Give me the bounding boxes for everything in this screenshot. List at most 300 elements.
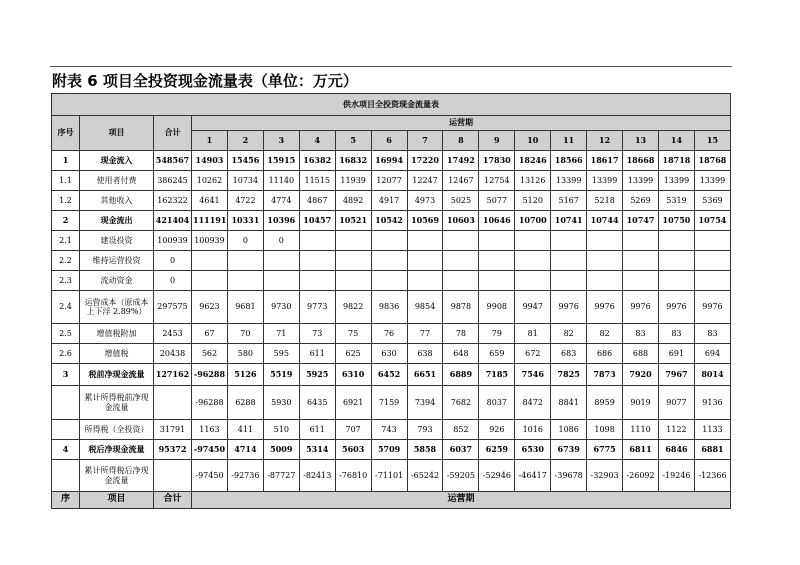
row-value: 5269 [623, 191, 659, 211]
header-year: 14 [658, 131, 694, 151]
row-value: 595 [263, 344, 299, 364]
row-value [658, 251, 694, 271]
row-value: -92736 [227, 460, 263, 492]
header-year: 2 [227, 131, 263, 151]
row-value: 10750 [658, 211, 694, 231]
row-value: 9908 [479, 291, 515, 324]
row-seq: 2.1 [52, 231, 80, 251]
table-row [52, 386, 731, 420]
row-value: 10521 [335, 211, 371, 231]
row-total: 0 [154, 251, 192, 271]
table-row [52, 440, 731, 460]
row-value: 7825 [551, 364, 587, 386]
row-value: 13399 [623, 171, 659, 191]
row-value: 5167 [551, 191, 587, 211]
header-year: 11 [551, 131, 587, 151]
row-seq: 1.1 [52, 171, 80, 191]
row-value [299, 231, 335, 251]
row-value [371, 251, 407, 271]
row-value [335, 271, 371, 291]
row-value: 71 [263, 324, 299, 344]
table-row [52, 151, 731, 171]
row-value [371, 271, 407, 291]
page-title: 附表 6 项目全投资现金流量表（单位：万元） [52, 72, 358, 90]
row-value: 852 [443, 420, 479, 440]
row-value [587, 251, 623, 271]
row-value: 12467 [443, 171, 479, 191]
row-total: 421404 [154, 211, 192, 231]
row-value: 78 [443, 324, 479, 344]
row-item: 维持运营投资 [80, 251, 154, 271]
row-value: 580 [227, 344, 263, 364]
row-value [371, 231, 407, 251]
row-value: 9773 [299, 291, 335, 324]
row-item: 累计所得税后净现金流量 [80, 460, 154, 492]
row-value: 8959 [587, 386, 623, 420]
row-value: 926 [479, 420, 515, 440]
row-value: 638 [407, 344, 443, 364]
row-total: 162322 [154, 191, 192, 211]
row-value: 691 [658, 344, 694, 364]
row-value [551, 271, 587, 291]
row-value [515, 271, 551, 291]
row-value: 18617 [587, 151, 623, 171]
row-value: 6921 [335, 386, 371, 420]
row-seq: 2.3 [52, 271, 80, 291]
row-value [407, 251, 443, 271]
row-item: 税后净现金流量 [80, 440, 154, 460]
row-value: -96288 [192, 386, 228, 420]
row-total: 127162 [154, 364, 192, 386]
row-value: 9822 [335, 291, 371, 324]
row-value: 79 [479, 324, 515, 344]
row-value: 83 [658, 324, 694, 344]
row-item: 使用者付费 [80, 171, 154, 191]
row-item: 现金流出 [80, 211, 154, 231]
row-value: 683 [551, 344, 587, 364]
header-year: 4 [299, 131, 335, 151]
row-value: 6846 [658, 440, 694, 460]
row-value: 5120 [515, 191, 551, 211]
row-value: 10747 [623, 211, 659, 231]
header-year: 6 [371, 131, 407, 151]
row-value: 6288 [227, 386, 263, 420]
row-value: 1163 [192, 420, 228, 440]
row-seq: 2.2 [52, 251, 80, 271]
row-value [299, 251, 335, 271]
row-value [551, 231, 587, 251]
header-rule [50, 66, 732, 67]
row-value: 82 [551, 324, 587, 344]
row-value: -39678 [551, 460, 587, 492]
row-item: 现金流入 [80, 151, 154, 171]
row-total: 31791 [154, 420, 192, 440]
row-value [407, 271, 443, 291]
row-total: 0 [154, 271, 192, 291]
row-value: 0 [227, 231, 263, 251]
row-value: 5218 [587, 191, 623, 211]
row-value: 611 [299, 420, 335, 440]
row-value: 9947 [515, 291, 551, 324]
table-row [52, 231, 731, 251]
row-value: 9730 [263, 291, 299, 324]
cash-flow-table [51, 93, 731, 509]
header-year: 12 [587, 131, 623, 151]
row-value: 13399 [694, 171, 730, 191]
row-total [154, 386, 192, 420]
row-value: 7394 [407, 386, 443, 420]
row-item: 增值税附加 [80, 324, 154, 344]
row-value: 12077 [371, 171, 407, 191]
row-total [154, 460, 192, 492]
row-value: 8472 [515, 386, 551, 420]
row-seq [52, 460, 80, 492]
row-value: 83 [694, 324, 730, 344]
row-value: 11939 [335, 171, 371, 191]
row-value: 8037 [479, 386, 515, 420]
row-value: 793 [407, 420, 443, 440]
row-value: 18668 [623, 151, 659, 171]
row-value: 688 [623, 344, 659, 364]
row-seq: 2.6 [52, 344, 80, 364]
row-value: 5025 [443, 191, 479, 211]
row-total: 95372 [154, 440, 192, 460]
table-row [52, 460, 731, 492]
row-value: -59205 [443, 460, 479, 492]
row-value: 10331 [227, 211, 263, 231]
row-value: 8014 [694, 364, 730, 386]
table-row [52, 344, 731, 364]
row-value: 11515 [299, 171, 335, 191]
row-value: 6881 [694, 440, 730, 460]
row-value: 18768 [694, 151, 730, 171]
row-value: -97450 [192, 460, 228, 492]
row-value: -76810 [335, 460, 371, 492]
row-total: 100939 [154, 231, 192, 251]
row-seq: 2.4 [52, 291, 80, 324]
table-row [52, 291, 731, 324]
row-seq: 4 [52, 440, 80, 460]
row-value: 73 [299, 324, 335, 344]
row-value [623, 251, 659, 271]
row-value: 83 [623, 324, 659, 344]
row-value [658, 271, 694, 291]
row-value: -12366 [694, 460, 730, 492]
row-value: 4917 [371, 191, 407, 211]
row-value: 6775 [587, 440, 623, 460]
row-value: 7873 [587, 364, 623, 386]
row-value: 9077 [658, 386, 694, 420]
row-value: 4641 [192, 191, 228, 211]
row-value: 743 [371, 420, 407, 440]
row-value: -97450 [192, 440, 228, 460]
row-value: 7682 [443, 386, 479, 420]
row-value: 10457 [299, 211, 335, 231]
row-value [623, 231, 659, 251]
row-total: 297575 [154, 291, 192, 324]
header-year: 1 [192, 131, 228, 151]
row-value: 5519 [263, 364, 299, 386]
header-year: 5 [335, 131, 371, 151]
row-value: -32903 [587, 460, 623, 492]
table-row [52, 324, 731, 344]
row-value [443, 231, 479, 251]
row-value: 5709 [371, 440, 407, 460]
row-value: 1133 [694, 420, 730, 440]
row-value [479, 271, 515, 291]
row-value: 5369 [694, 191, 730, 211]
row-value: 6889 [443, 364, 479, 386]
row-item: 增值税 [80, 344, 154, 364]
header-year: 7 [407, 131, 443, 151]
row-value: 672 [515, 344, 551, 364]
row-seq: 1.2 [52, 191, 80, 211]
row-value: 82 [587, 324, 623, 344]
row-value [587, 231, 623, 251]
row-value: 9976 [551, 291, 587, 324]
row-value: 630 [371, 344, 407, 364]
row-item: 流动资金 [80, 271, 154, 291]
row-value [694, 271, 730, 291]
row-seq: 1 [52, 151, 80, 171]
row-value [192, 271, 228, 291]
row-value: 5126 [227, 364, 263, 386]
row-value: 12247 [407, 171, 443, 191]
row-value: 625 [335, 344, 371, 364]
row-value: 18566 [551, 151, 587, 171]
row-value: 6310 [335, 364, 371, 386]
row-value: 5077 [479, 191, 515, 211]
row-value: 10754 [694, 211, 730, 231]
row-value: 5314 [299, 440, 335, 460]
header-period: 运营期 [192, 116, 731, 131]
footer-period: 运营期 [192, 492, 731, 509]
row-value: -65242 [407, 460, 443, 492]
row-value: 4714 [227, 440, 263, 460]
footer-total: 合计 [154, 492, 192, 509]
row-value: 1086 [551, 420, 587, 440]
row-value [263, 251, 299, 271]
row-value: 510 [263, 420, 299, 440]
row-total: 2453 [154, 324, 192, 344]
row-value: 9854 [407, 291, 443, 324]
row-value: 6811 [623, 440, 659, 460]
row-value: 1110 [623, 420, 659, 440]
row-value: 111191 [192, 211, 228, 231]
footer-item: 项目 [80, 492, 154, 509]
row-value [335, 251, 371, 271]
table-row [52, 191, 731, 211]
row-value: 4867 [299, 191, 335, 211]
row-value: 13126 [515, 171, 551, 191]
row-value [587, 271, 623, 291]
row-value [515, 251, 551, 271]
row-value: 7185 [479, 364, 515, 386]
row-value: 6259 [479, 440, 515, 460]
table-row [52, 420, 731, 440]
row-value: 10646 [479, 211, 515, 231]
row-value: 9976 [694, 291, 730, 324]
row-value: -26092 [623, 460, 659, 492]
table-row [52, 271, 731, 291]
header-seq: 序号 [52, 116, 80, 151]
row-value: 10262 [192, 171, 228, 191]
row-value: 562 [192, 344, 228, 364]
row-value: -46417 [515, 460, 551, 492]
row-total: 20438 [154, 344, 192, 364]
row-value [192, 251, 228, 271]
row-seq: 3 [52, 364, 80, 386]
row-value: 10603 [443, 211, 479, 231]
row-value: 6651 [407, 364, 443, 386]
row-value: 75 [335, 324, 371, 344]
row-value [407, 231, 443, 251]
row-value [515, 231, 551, 251]
row-item: 其他收入 [80, 191, 154, 211]
row-value: 694 [694, 344, 730, 364]
header-year: 15 [694, 131, 730, 151]
row-value: 7967 [658, 364, 694, 386]
row-value: 5930 [263, 386, 299, 420]
header-item: 项目 [80, 116, 154, 151]
row-value: 9878 [443, 291, 479, 324]
row-value: 16994 [371, 151, 407, 171]
row-value: 10700 [515, 211, 551, 231]
row-seq [52, 420, 80, 440]
row-value: 9976 [623, 291, 659, 324]
row-value: 10569 [407, 211, 443, 231]
row-value: 6037 [443, 440, 479, 460]
row-value: 18246 [515, 151, 551, 171]
row-value [658, 231, 694, 251]
header-year: 13 [623, 131, 659, 151]
row-value [227, 251, 263, 271]
row-value: -19246 [658, 460, 694, 492]
row-value: 659 [479, 344, 515, 364]
row-value: 77 [407, 324, 443, 344]
row-value: -87727 [263, 460, 299, 492]
row-item: 运营成本（原成本上下浮 2.89%） [80, 291, 154, 324]
row-value: 9019 [623, 386, 659, 420]
row-value: 9836 [371, 291, 407, 324]
row-seq: 2.5 [52, 324, 80, 344]
row-value: 1016 [515, 420, 551, 440]
row-value: 611 [299, 344, 335, 364]
row-value: 5603 [335, 440, 371, 460]
row-value: 10542 [371, 211, 407, 231]
footer-seq: 序 [52, 492, 80, 509]
table-row [52, 251, 731, 271]
row-value: 76 [371, 324, 407, 344]
row-value: 13399 [658, 171, 694, 191]
row-value [263, 271, 299, 291]
row-total: 548567 [154, 151, 192, 171]
row-value: 100939 [192, 231, 228, 251]
row-value: 9976 [658, 291, 694, 324]
row-value: 5319 [658, 191, 694, 211]
row-value [479, 251, 515, 271]
row-value: -96288 [192, 364, 228, 386]
row-value: 6452 [371, 364, 407, 386]
row-value: 4892 [335, 191, 371, 211]
row-value: 10734 [227, 171, 263, 191]
header-year: 9 [479, 131, 515, 151]
row-seq [52, 386, 80, 420]
row-value [623, 271, 659, 291]
row-value: 6530 [515, 440, 551, 460]
row-value [335, 231, 371, 251]
row-value: 9136 [694, 386, 730, 420]
row-value: 13399 [587, 171, 623, 191]
row-item: 税前净现金流量 [80, 364, 154, 386]
row-value [551, 251, 587, 271]
row-value [443, 251, 479, 271]
header-total: 合计 [154, 116, 192, 151]
row-value: 67 [192, 324, 228, 344]
table-row [52, 364, 731, 386]
row-seq: 2 [52, 211, 80, 231]
row-value: 4722 [227, 191, 263, 211]
row-value: 12754 [479, 171, 515, 191]
row-value: 10744 [587, 211, 623, 231]
row-value: 16832 [335, 151, 371, 171]
row-value: 5925 [299, 364, 335, 386]
header-year: 10 [515, 131, 551, 151]
row-value: 9681 [227, 291, 263, 324]
row-value: 16382 [299, 151, 335, 171]
row-value: 17830 [479, 151, 515, 171]
row-value: 70 [227, 324, 263, 344]
row-value: 7159 [371, 386, 407, 420]
row-value: 0 [263, 231, 299, 251]
row-value: 13399 [551, 171, 587, 191]
row-value: 6739 [551, 440, 587, 460]
row-value: -71101 [371, 460, 407, 492]
row-value: 1122 [658, 420, 694, 440]
row-value: 9623 [192, 291, 228, 324]
row-value: 1098 [587, 420, 623, 440]
row-value: 15456 [227, 151, 263, 171]
row-value: 7546 [515, 364, 551, 386]
row-value: 707 [335, 420, 371, 440]
row-value [694, 231, 730, 251]
row-value: 4973 [407, 191, 443, 211]
row-value: 5009 [263, 440, 299, 460]
header-year: 8 [443, 131, 479, 151]
row-value [299, 271, 335, 291]
row-value: 6435 [299, 386, 335, 420]
row-value: 18718 [658, 151, 694, 171]
row-value [694, 251, 730, 271]
table-row [52, 211, 731, 231]
row-value: 648 [443, 344, 479, 364]
row-value: 10396 [263, 211, 299, 231]
row-value: 81 [515, 324, 551, 344]
row-value: -82413 [299, 460, 335, 492]
row-value: 17492 [443, 151, 479, 171]
row-value: -52946 [479, 460, 515, 492]
row-value: 411 [227, 420, 263, 440]
row-value: 11140 [263, 171, 299, 191]
header-year: 3 [263, 131, 299, 151]
row-value: 14903 [192, 151, 228, 171]
row-total: 386245 [154, 171, 192, 191]
table-title: 供水项目全投资现金流量表 [52, 94, 731, 116]
row-value [227, 271, 263, 291]
row-value [443, 271, 479, 291]
row-value: 8841 [551, 386, 587, 420]
row-item: 累计所得税前净现金流量 [80, 386, 154, 420]
